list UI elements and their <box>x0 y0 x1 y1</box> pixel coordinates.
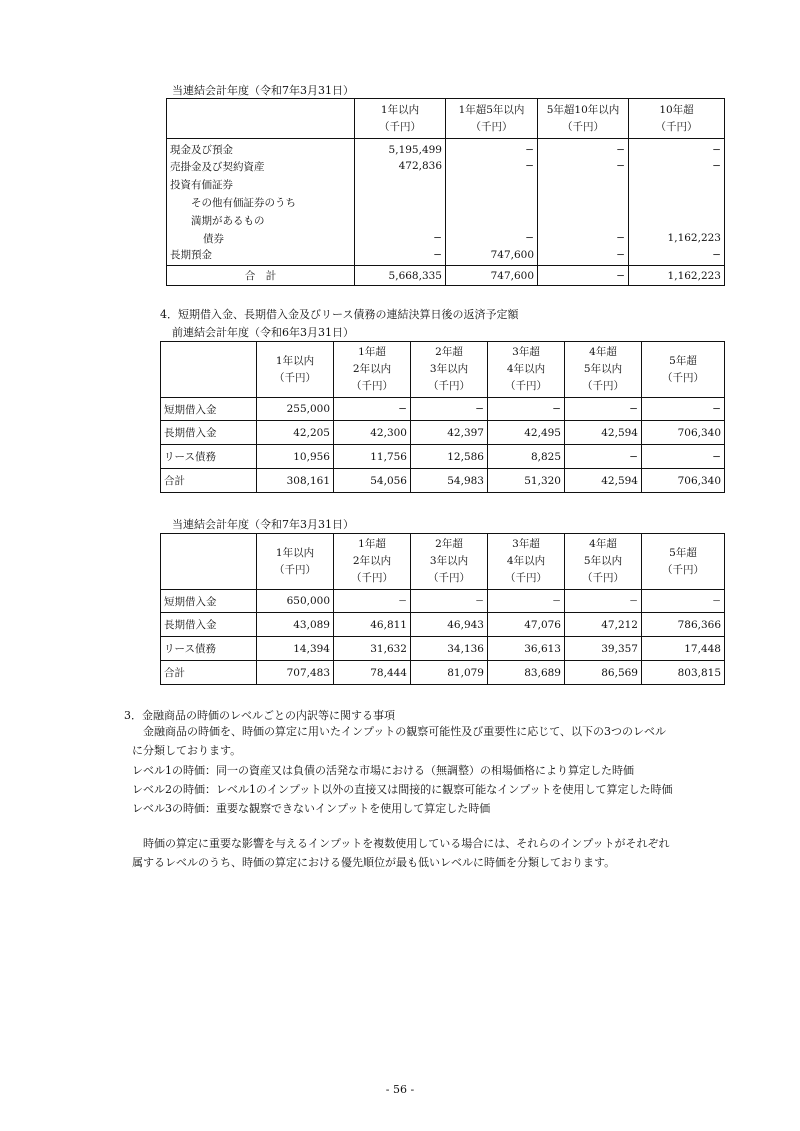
section4-title: 4．短期借入金、長期借入金及びリース債務の連結決算日後の返済予定額 <box>160 308 519 321</box>
paragraph-line: に分類しております。 <box>132 744 242 757</box>
cell: 39,357 <box>565 637 642 661</box>
cell: 43,089 <box>257 613 334 637</box>
header-cell: 4年超 5年以内 （千円） <box>565 534 642 590</box>
table-row <box>167 139 725 158</box>
row-label: 合計 <box>161 469 257 493</box>
cell: 42,205 <box>257 421 334 445</box>
row-label: 投資有価証券 <box>167 175 355 193</box>
cell: − <box>538 229 629 247</box>
cell: − <box>446 229 538 247</box>
cell: 11,756 <box>334 445 411 469</box>
cell <box>538 175 629 193</box>
table-row <box>167 193 725 211</box>
cell: − <box>538 247 629 266</box>
level3-definition: レベル3の時価：重要な観察できないインプットを使用して算定した時価 <box>132 802 491 815</box>
cell: 8,825 <box>488 445 565 469</box>
table-row <box>161 421 725 445</box>
cell: − <box>538 266 629 286</box>
table-row <box>161 613 725 637</box>
cell: − <box>446 157 538 175</box>
section3-title: 3．金融商品の時価のレベルごとの内訳等に関する事項 <box>124 709 395 722</box>
cell: 706,340 <box>642 469 725 493</box>
cell: − <box>334 590 411 613</box>
header-cell: 1年超 2年以内 （千円） <box>334 534 411 590</box>
cell: 46,943 <box>411 613 488 637</box>
cell: 650,000 <box>257 590 334 613</box>
row-label: 売掛金及び契約資産 <box>167 157 355 175</box>
cell: 42,594 <box>565 421 642 445</box>
cell: 10,956 <box>257 445 334 469</box>
cell: − <box>334 398 411 421</box>
cell <box>355 211 446 229</box>
cell: 42,495 <box>488 421 565 445</box>
cell: 42,300 <box>334 421 411 445</box>
cell: 747,600 <box>446 266 538 286</box>
cell <box>355 193 446 211</box>
cell <box>446 193 538 211</box>
row-label: 債券 <box>167 229 355 247</box>
cell: 5,668,335 <box>355 266 446 286</box>
table-row <box>167 157 725 175</box>
row-label: 現金及び預金 <box>167 139 355 158</box>
cell: 36,613 <box>488 637 565 661</box>
cell: 54,983 <box>411 469 488 493</box>
header-cell: 5年超 （千円） <box>642 534 725 590</box>
table-row <box>167 247 725 266</box>
cell: − <box>411 398 488 421</box>
repayment-table-current <box>160 533 725 685</box>
table-row <box>167 211 725 229</box>
cell: 42,397 <box>411 421 488 445</box>
cell: − <box>538 139 629 158</box>
cell: − <box>488 590 565 613</box>
cell: − <box>629 157 725 175</box>
cell: 83,689 <box>488 661 565 685</box>
cell: − <box>565 445 642 469</box>
cell: 14,394 <box>257 637 334 661</box>
cell: − <box>642 445 725 469</box>
total-row <box>167 266 725 286</box>
row-label: 長期借入金 <box>161 613 257 637</box>
table1-caption: 当連結会計年度（令和7年3月31日） <box>172 84 354 97</box>
total-row <box>161 469 725 493</box>
row-label: リース債務 <box>161 445 257 469</box>
header-empty-cell <box>167 99 355 139</box>
cell: − <box>565 398 642 421</box>
table-row <box>161 445 725 469</box>
cell <box>538 211 629 229</box>
cell: 255,000 <box>257 398 334 421</box>
cell <box>446 175 538 193</box>
cell: 54,056 <box>334 469 411 493</box>
row-label: リース債務 <box>161 637 257 661</box>
table-row <box>161 637 725 661</box>
cell: − <box>629 139 725 158</box>
cell: − <box>538 157 629 175</box>
row-label: その他有価証券のうち <box>167 193 355 211</box>
paragraph-line: 金融商品の時価を、時価の算定に用いたインプットの観察可能性及び重要性に応じて、以下の3つのレベル <box>132 725 667 738</box>
table-row <box>161 398 725 421</box>
cell: 46,811 <box>334 613 411 637</box>
cell: − <box>565 590 642 613</box>
current-year-caption: 当連結会計年度（令和7年3月31日） <box>172 518 354 531</box>
header-empty-cell <box>161 534 257 590</box>
header-cell: 4年超 5年以内 （千円） <box>565 342 642 398</box>
cell <box>538 193 629 211</box>
page-number: - 56 - <box>385 1083 415 1096</box>
cell <box>355 175 446 193</box>
row-label: 短期借入金 <box>161 398 257 421</box>
cell: 747,600 <box>446 247 538 266</box>
cell: 17,448 <box>642 637 725 661</box>
row-label: 長期借入金 <box>161 421 257 445</box>
cell: 78,444 <box>334 661 411 685</box>
cell: 47,076 <box>488 613 565 637</box>
paragraph-line: 属するレベルのうち、時価の算定における優先順位が最も低いレベルに時価を分類しております。 <box>132 856 616 869</box>
cell: − <box>642 398 725 421</box>
paragraph-line: 時価の算定に重要な影響を与えるインプットを複数使用している場合には、それらのインプットがそれぞれ <box>132 837 670 850</box>
header-cell: 1年以内 （千円） <box>257 342 334 398</box>
cell: 803,815 <box>642 661 725 685</box>
total-row <box>161 661 725 685</box>
cell: 12,586 <box>411 445 488 469</box>
cell <box>629 193 725 211</box>
cell: − <box>629 247 725 266</box>
table-header-row <box>167 99 725 139</box>
repayment-table-prior <box>160 341 725 493</box>
cell: 706,340 <box>642 421 725 445</box>
header-cell: 3年超 4年以内 （千円） <box>488 534 565 590</box>
header-cell: 5年超10年以内 （千円） <box>538 99 629 139</box>
table-header-row <box>161 534 725 590</box>
cell: 81,079 <box>411 661 488 685</box>
header-cell: 5年超 （千円） <box>642 342 725 398</box>
cell: 472,836 <box>355 157 446 175</box>
row-label: 合計 <box>161 661 257 685</box>
header-cell: 3年超 4年以内 （千円） <box>488 342 565 398</box>
header-cell: 10年超 （千円） <box>629 99 725 139</box>
cell: 707,483 <box>257 661 334 685</box>
cell: − <box>411 590 488 613</box>
cell: 5,195,499 <box>355 139 446 158</box>
cell <box>629 175 725 193</box>
cell: 34,136 <box>411 637 488 661</box>
level2-definition: レベル2の時価：レベル1のインプット以外の直接又は間接的に観察可能なインプットを使用して算定した時価 <box>132 783 673 796</box>
cell: 86,569 <box>565 661 642 685</box>
cell: − <box>642 590 725 613</box>
cell: 51,320 <box>488 469 565 493</box>
table-header-row <box>161 342 725 398</box>
cell <box>629 211 725 229</box>
table-row <box>167 229 725 247</box>
cell <box>446 211 538 229</box>
cell: 42,594 <box>565 469 642 493</box>
level1-definition: レベル1の時価：同一の資産又は負債の活発な市場における（無調整）の相場価格により算定した時価 <box>132 764 634 777</box>
total-label: 合 計 <box>167 266 355 286</box>
prior-year-caption: 前連結会計年度（令和6年3月31日） <box>172 326 354 339</box>
row-label: 長期預金 <box>167 247 355 266</box>
cell: − <box>488 398 565 421</box>
table-row <box>161 590 725 613</box>
header-cell: 2年超 3年以内 （千円） <box>411 342 488 398</box>
table-row <box>167 175 725 193</box>
row-label: 短期借入金 <box>161 590 257 613</box>
cell: − <box>446 139 538 158</box>
row-label: 満期があるもの <box>167 211 355 229</box>
header-empty-cell <box>161 342 257 398</box>
cell: − <box>355 229 446 247</box>
header-cell: 2年超 3年以内 （千円） <box>411 534 488 590</box>
cell: 1,162,223 <box>629 266 725 286</box>
cell: 786,366 <box>642 613 725 637</box>
header-cell: 1年超 2年以内 （千円） <box>334 342 411 398</box>
header-cell: 1年以内 （千円） <box>355 99 446 139</box>
cell: 31,632 <box>334 637 411 661</box>
cell: 308,161 <box>257 469 334 493</box>
cell: − <box>355 247 446 266</box>
maturity-table <box>166 98 725 286</box>
header-cell: 1年以内 （千円） <box>257 534 334 590</box>
cell: 1,162,223 <box>629 229 725 247</box>
header-cell: 1年超5年以内 （千円） <box>446 99 538 139</box>
cell: 47,212 <box>565 613 642 637</box>
